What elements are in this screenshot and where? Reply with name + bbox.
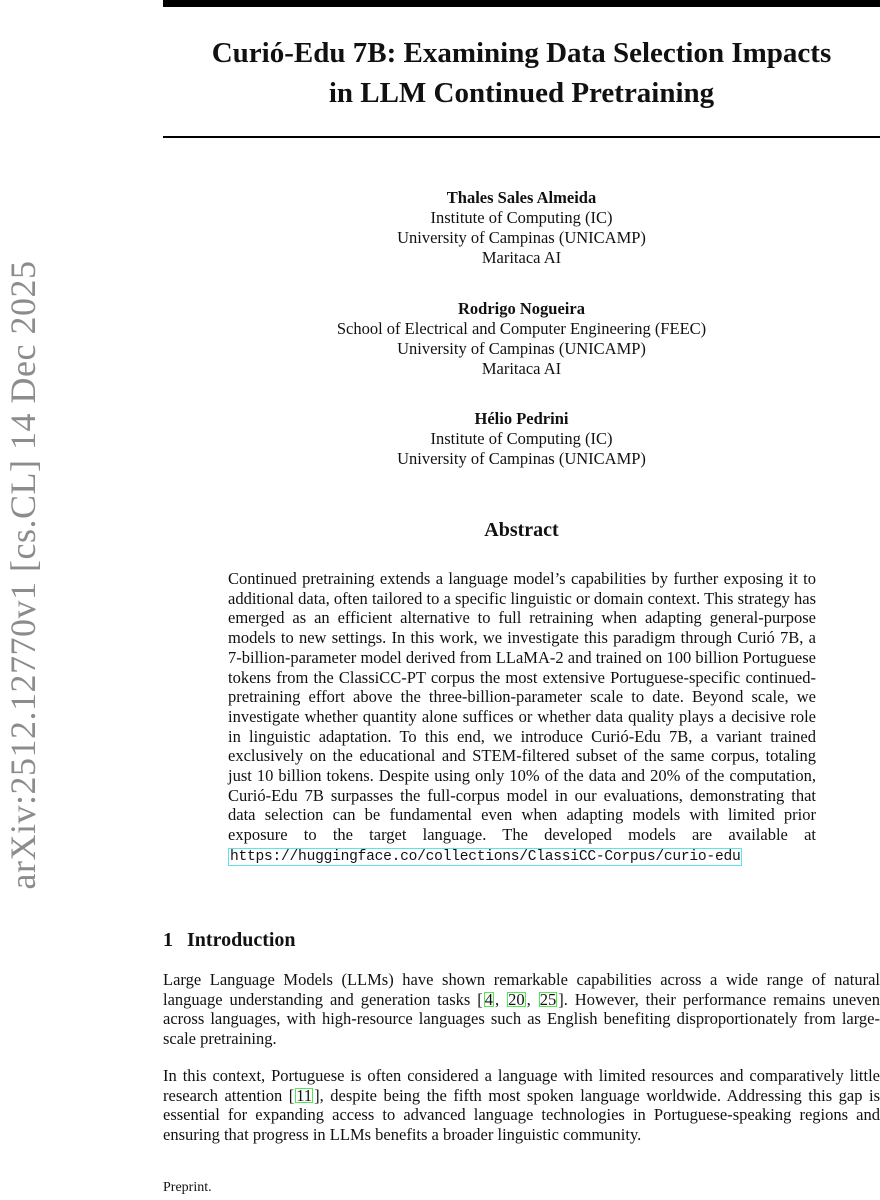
abstract-body [228, 569, 816, 866]
citation-link[interactable]: 11 [296, 1085, 313, 1105]
section-number: 1 [163, 929, 173, 951]
title-top-rule [163, 0, 880, 7]
author-name: Thales Sales Almeida [446, 188, 597, 207]
paper-title-line-2: in LLM Continued Pretraining [328, 77, 715, 109]
paragraph-text: ], despite being the fifth most spoken language worldwide. Addressing this gap is essential for expanding access to advanced language technologies in Portuguese-speaking regions and ensuring that progress in LLMs benefits a broader linguistic community. [163, 1085, 880, 1145]
citation-separator: , [526, 989, 538, 1009]
section-heading-introduction [163, 929, 296, 952]
section-title: Introduction [187, 929, 296, 951]
abstract-text: Continued pretraining extends a language model’s capabilities by further exposing it to additional data, often tailored to a specific linguistic or domain context. This strategy has emerged as an efficient alternative to full retraining when adapting general-purpose models to new settings. In this work, we investigate this paradigm through Curió 7B, a 7-billion-parameter model derived from LLaMA-2 and trained on 100 billion Portuguese tokens from the ClassiCC-PT corpus the most extensive Portuguese-specific continued-pretraining effort above the three-billion-parameter scale to date. Beyond scale, we investigate whether quantity alone suffices or whether data quality plays a decisive role in linguistic adaptation. To this end, we introduce Curió-Edu 7B, a variant trained exclusively on the educational and STEM-filtered subset of the same corpus, totaling just 10 billion tokens. Despite using only 10% of the data and 20% of the computation, Curió-Edu 7B surpasses the full-corpus model in our evaluations, demonstrating that data selection can be fundamental even when adapting models with limited prior exposure to the target language. The developed models are available at [228, 569, 816, 845]
paragraph-text: In this context, Portuguese is often considered a language with limited resources and comparatively little research attention [ [163, 1066, 880, 1105]
abstract-heading: Abstract [484, 519, 559, 541]
citation-link[interactable]: 20 [508, 989, 525, 1009]
paper-title-line-1: Curió-Edu 7B: Examining Data Selection Impacts [211, 37, 832, 69]
title-bottom-rule [163, 136, 880, 138]
intro-paragraph-1 [163, 970, 880, 1049]
preprint-footer: Preprint. [163, 1180, 212, 1195]
arxiv-stamp-text: arXiv:2512.12770v1 [cs.CL] 14 Dec 2025 [3, 260, 43, 890]
arxiv-stamp [0, 0, 46, 1200]
citation-link[interactable]: 25 [539, 989, 557, 1009]
author-block-3 [163, 409, 880, 469]
author-affiliation: Institute of Computing (IC) [430, 208, 613, 227]
citation-separator: , [495, 989, 507, 1009]
author-affiliation: Maritaca AI [481, 359, 562, 378]
author-affiliation: Institute of Computing (IC) [430, 429, 613, 448]
author-affiliation: Maritaca AI [481, 248, 562, 267]
paragraph-text: ]. However, their performance remains uneven across languages, with high-resource languages such as English benefiting disproportionately from large-scale pretraining. [163, 989, 880, 1049]
intro-paragraph-2 [163, 1066, 880, 1145]
author-affiliation: University of Campinas (UNICAMP) [397, 228, 646, 247]
author-affiliation: University of Campinas (UNICAMP) [397, 339, 646, 358]
paragraph-text: Large Language Models (LLMs) have shown remarkable capabilities across a wide range of natural language understanding and generation tasks [ [163, 970, 880, 1009]
author-block-2 [163, 299, 880, 379]
author-affiliation: University of Campinas (UNICAMP) [397, 449, 646, 468]
citation-link[interactable]: 4 [484, 989, 494, 1009]
model-collection-link[interactable]: https://huggingface.co/collections/ClassiCC-Corpus/curio-edu [230, 848, 741, 865]
author-affiliation: School of Electrical and Computer Engineering (FEEC) [336, 319, 707, 338]
author-name: Hélio Pedrini [474, 409, 569, 428]
author-name: Rodrigo Nogueira [458, 299, 585, 318]
author-block-1 [163, 188, 880, 268]
paper-title [163, 33, 880, 113]
